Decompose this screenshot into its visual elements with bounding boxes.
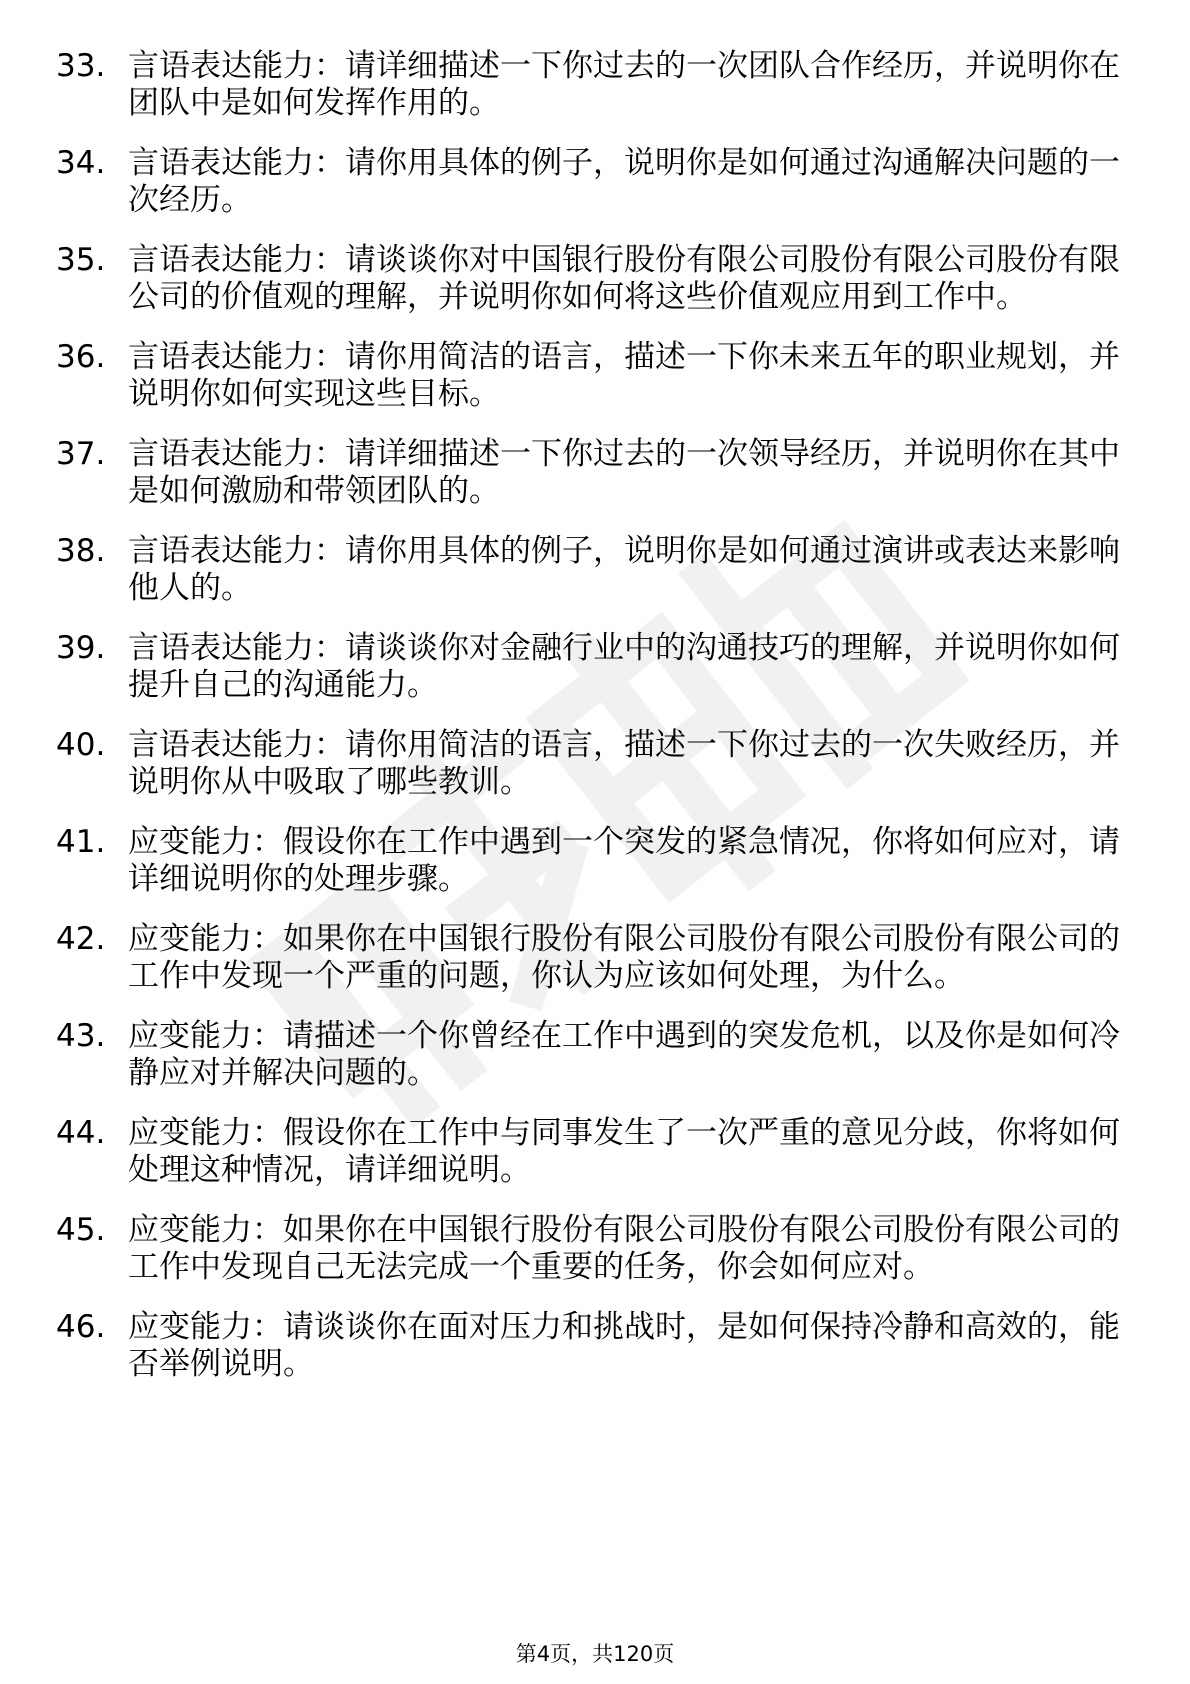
page-number-label: 第4页，共120页 bbox=[515, 1642, 675, 1666]
question-item bbox=[56, 1212, 1126, 1286]
question-text: 言语表达能力：请详细描述一下你过去的一次团队合作经历，并说明你在团队中是如何发挥作用的。 bbox=[128, 48, 1120, 121]
question-item bbox=[56, 824, 1126, 898]
question-text: 言语表达能力：请谈谈你对金融行业中的沟通技巧的理解，并说明你如何提升自己的沟通能力。 bbox=[128, 630, 1120, 703]
question-item bbox=[56, 1018, 1126, 1092]
question-text: 言语表达能力：请你用简洁的语言，描述一下你过去的一次失败经历，并说明你从中吸取了哪些教训。 bbox=[128, 727, 1120, 800]
question-number: 35. bbox=[56, 242, 106, 278]
question-number: 38. bbox=[56, 533, 106, 569]
question-number: 33. bbox=[56, 48, 106, 84]
question-number: 46. bbox=[56, 1309, 106, 1345]
question-text: 应变能力：如果你在中国银行股份有限公司股份有限公司股份有限公司的工作中发现自己无法完成一个重要的任务，你会如何应对。 bbox=[128, 1212, 1120, 1285]
question-number: 34. bbox=[56, 145, 106, 181]
question-item bbox=[56, 727, 1126, 801]
question-item bbox=[56, 145, 1126, 219]
question-item bbox=[56, 533, 1126, 607]
question-text: 言语表达能力：请谈谈你对中国银行股份有限公司股份有限公司股份有限公司的价值观的理解，并说明你如何将这些价值观应用到工作中。 bbox=[128, 242, 1120, 315]
question-text: 言语表达能力：请你用具体的例子，说明你是如何通过演讲或表达来影响他人的。 bbox=[128, 533, 1120, 606]
question-number: 37. bbox=[56, 436, 106, 472]
question-text: 言语表达能力：请你用具体的例子，说明你是如何通过沟通解决问题的一次经历。 bbox=[128, 145, 1120, 218]
question-number: 41. bbox=[56, 824, 106, 860]
question-text: 应变能力：请谈谈你在面对压力和挑战时，是如何保持冷静和高效的，能否举例说明。 bbox=[128, 1309, 1120, 1382]
question-text: 应变能力：假设你在工作中与同事发生了一次严重的意见分歧，你将如何处理这种情况，请详细说明。 bbox=[128, 1115, 1120, 1188]
question-number: 44. bbox=[56, 1115, 106, 1151]
question-number: 40. bbox=[56, 727, 106, 763]
question-item bbox=[56, 436, 1126, 510]
question-text: 应变能力：假设你在工作中遇到一个突发的紧急情况，你将如何应对，请详细说明你的处理步骤。 bbox=[128, 824, 1120, 897]
question-item bbox=[56, 630, 1126, 704]
question-item bbox=[56, 1115, 1126, 1189]
question-item bbox=[56, 1309, 1126, 1383]
question-item bbox=[56, 48, 1126, 122]
question-list bbox=[56, 48, 1126, 1406]
question-text: 应变能力：请描述一个你曾经在工作中遇到的突发危机，以及你是如何冷静应对并解决问题的。 bbox=[128, 1018, 1120, 1091]
question-item bbox=[56, 242, 1126, 316]
question-number: 42. bbox=[56, 921, 106, 957]
question-item bbox=[56, 921, 1126, 995]
question-number: 39. bbox=[56, 630, 106, 666]
question-number: 36. bbox=[56, 339, 106, 375]
question-number: 45. bbox=[56, 1212, 106, 1248]
question-item bbox=[56, 339, 1126, 413]
question-text: 言语表达能力：请你用简洁的语言，描述一下你未来五年的职业规划，并说明你如何实现这些目标。 bbox=[128, 339, 1120, 412]
question-number: 43. bbox=[56, 1018, 106, 1054]
page-footer bbox=[0, 1641, 1190, 1667]
question-text: 言语表达能力：请详细描述一下你过去的一次领导经历，并说明你在其中是如何激励和带领团队的。 bbox=[128, 436, 1120, 509]
question-text: 应变能力：如果你在中国银行股份有限公司股份有限公司股份有限公司的工作中发现一个严重的问题，你认为应该如何处理，为什么。 bbox=[128, 921, 1120, 994]
